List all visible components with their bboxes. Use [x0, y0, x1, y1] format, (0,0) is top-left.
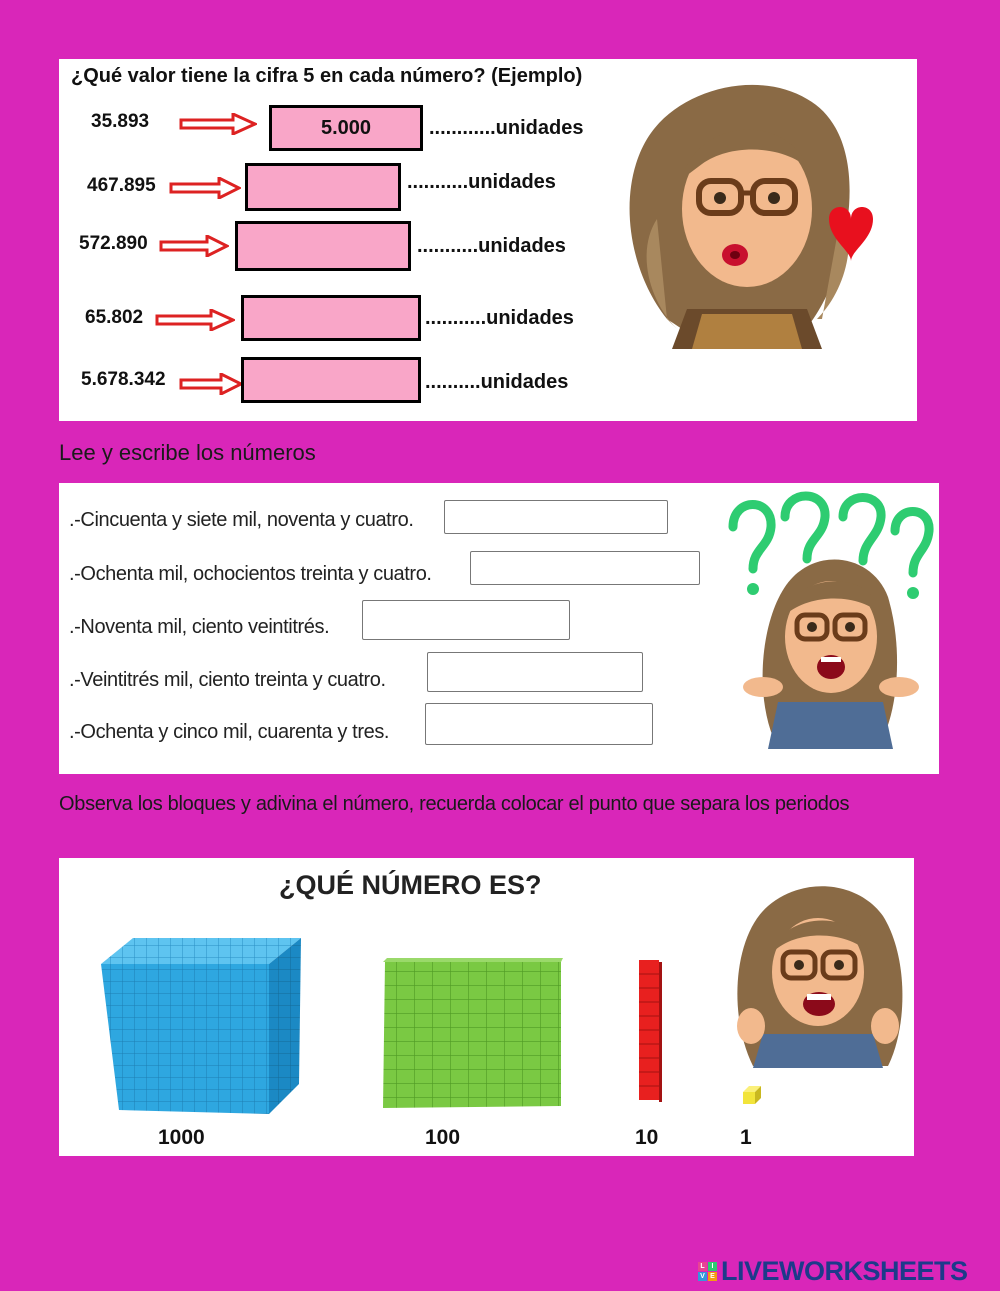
teacher-avatar-kiss: [607, 69, 897, 349]
place-value-question: ¿Qué valor tiene la cifra 5 en cada número? (Ejemplo): [71, 65, 583, 87]
logo-letter: E: [708, 1272, 717, 1281]
number-label: 35.893: [91, 111, 150, 132]
answer-box[interactable]: [241, 295, 421, 341]
logo-letter: L: [698, 1262, 707, 1271]
base-ten-blocks-panel: [59, 858, 914, 1156]
number-label: 572.890: [79, 233, 148, 254]
blocks-question: ¿QUÉ NÚMERO ES?: [279, 870, 542, 900]
logo-mark-icon: [698, 1262, 717, 1281]
place-value-row: [59, 295, 659, 335]
logo-text: LIVEWORKSHEETS: [721, 1256, 968, 1286]
number-label: 65.802: [85, 307, 144, 328]
sentence-text: .-Veintitrés mil, ciento treinta y cuatro.: [69, 669, 386, 691]
block-label: 100: [425, 1126, 461, 1149]
answer-box[interactable]: 5.000: [269, 105, 423, 151]
block-label: 10: [635, 1126, 659, 1149]
section-title-read-write: Lee y escribe los números: [59, 440, 316, 465]
hundred-flat-icon: [379, 958, 565, 1112]
teacher-avatar-confused: [723, 487, 935, 749]
teacher-avatar-surprised: [723, 866, 913, 1068]
logo-letter: I: [708, 1262, 717, 1271]
place-value-panel: [59, 59, 917, 421]
logo-letter: V: [698, 1272, 707, 1281]
arrow-right-icon: [159, 235, 229, 257]
place-value-row: [59, 357, 659, 397]
read-write-panel: [59, 483, 939, 774]
arrow-right-icon: [179, 373, 243, 395]
answer-box[interactable]: [241, 357, 421, 403]
arrow-right-icon: [179, 113, 257, 135]
answer-input[interactable]: [470, 551, 700, 585]
unit-label: ...........unidades: [417, 235, 566, 257]
answer-input[interactable]: [425, 703, 653, 745]
unit-label: ............unidades: [429, 117, 584, 139]
unit-cube-icon: [741, 1084, 765, 1106]
number-label: 5.678.342: [81, 369, 166, 390]
sentence-text: .-Ochenta y cinco mil, cuarenta y tres.: [69, 721, 390, 743]
sentence-text: .-Cincuenta y siete mil, noventa y cuatro.: [69, 509, 414, 531]
liveworksheets-logo: [698, 1256, 968, 1287]
number-label: 467.895: [87, 175, 156, 196]
place-value-row: [59, 221, 659, 261]
block-label: 1: [740, 1126, 752, 1149]
arrow-right-icon: [155, 309, 235, 331]
answer-input[interactable]: [427, 652, 643, 692]
sentence-text: .-Ochenta mil, ochocientos treinta y cuatro.: [69, 563, 432, 585]
arrow-right-icon: [169, 177, 241, 199]
unit-label: ...........unidades: [407, 171, 556, 193]
answer-input[interactable]: [362, 600, 570, 640]
answer-box[interactable]: [235, 221, 411, 271]
sentence-text: .-Noventa mil, ciento veintitrés.: [69, 616, 330, 638]
unit-label: ...........unidades: [425, 307, 574, 329]
answer-input[interactable]: [444, 500, 668, 534]
block-label: 1000: [158, 1126, 205, 1149]
section-instruction-blocks: Observa los bloques y adivina el número, recuerda colocar el punto que separa los periodos: [59, 793, 850, 815]
place-value-row: [59, 103, 659, 143]
answer-box[interactable]: [245, 163, 401, 211]
unit-label: ..........unidades: [425, 371, 569, 393]
place-value-row: [59, 163, 659, 203]
thousand-cube-icon: [99, 934, 305, 1116]
ten-rod-icon: [637, 958, 663, 1104]
